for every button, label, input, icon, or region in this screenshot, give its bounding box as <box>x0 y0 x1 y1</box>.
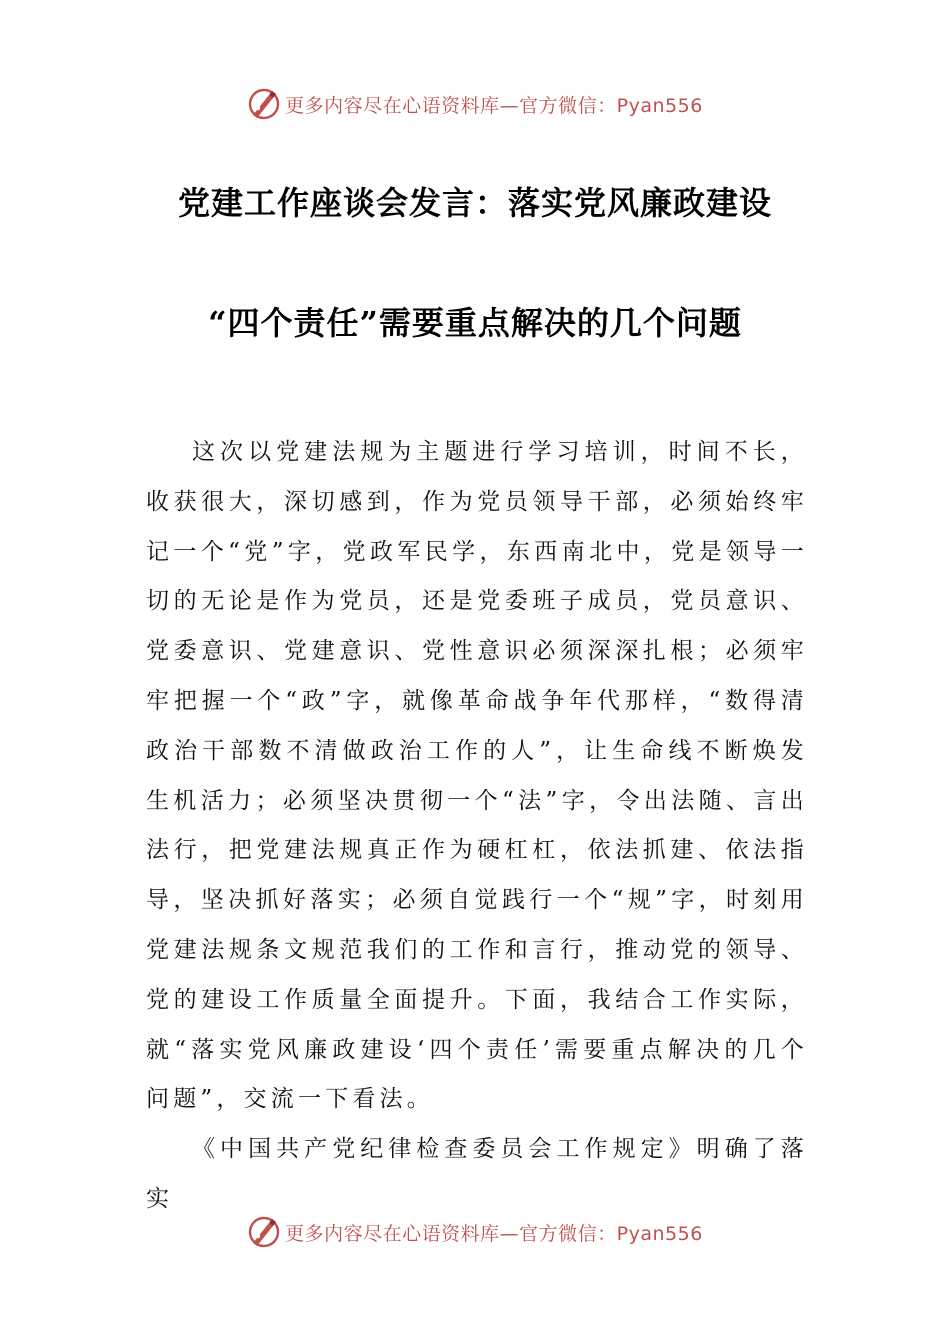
watermark-footer <box>0 1214 950 1250</box>
watermark-text: 更多内容尽在心语资料库—官方微信：Pyan556 <box>285 94 703 117</box>
document-title-line-2: “四个责任”需要重点解决的几个问题 <box>208 304 742 342</box>
watermark-text: 更多内容尽在心语资料库—官方微信：Pyan556 <box>285 1222 703 1245</box>
watermark-header <box>0 86 950 122</box>
paragraph: 这次以党建法规为主题进行学习培训，时间不长，收获很大，深切感到，作为党员领导干部，必须始终牢记一个“党”字，党政军民学，东西南北中，党是领导一切的无论是作为党员，还是党委班子成员，党员意识、党委意识、党建意识、党性意识必须深深扎根；必须牢牢把握一个“政”字，就像革命战争年代那样，“数得清政治干部数不清做政治工作的人”，让生命线不断焕发生机活力；必须坚决贯彻一个“法”字，令出法随、言出法行，把党建法规真正作为硬杠杠，依法抓建、依法指导，坚决抓好落实；必须自觉践行一个“规”字，时刻用党建法规条文规范我们的工作和言行，推动党的领导、党的建设工作质量全面提升。下面，我结合工作实际，就“落实党风廉政建设‘四个责任’需要重点解决的几个问题”，交流一下看法。 <box>146 439 808 1113</box>
pen-circle-logo-icon <box>247 87 281 121</box>
pen-circle-logo-icon <box>247 1215 281 1249</box>
document-title-line-1: 党建工作座谈会发言：落实党风廉政建设 <box>177 184 772 222</box>
document-body <box>146 428 808 1225</box>
paragraph: 《中国共产党纪律检查委员会工作规定》明确了落实 <box>146 1136 808 1212</box>
